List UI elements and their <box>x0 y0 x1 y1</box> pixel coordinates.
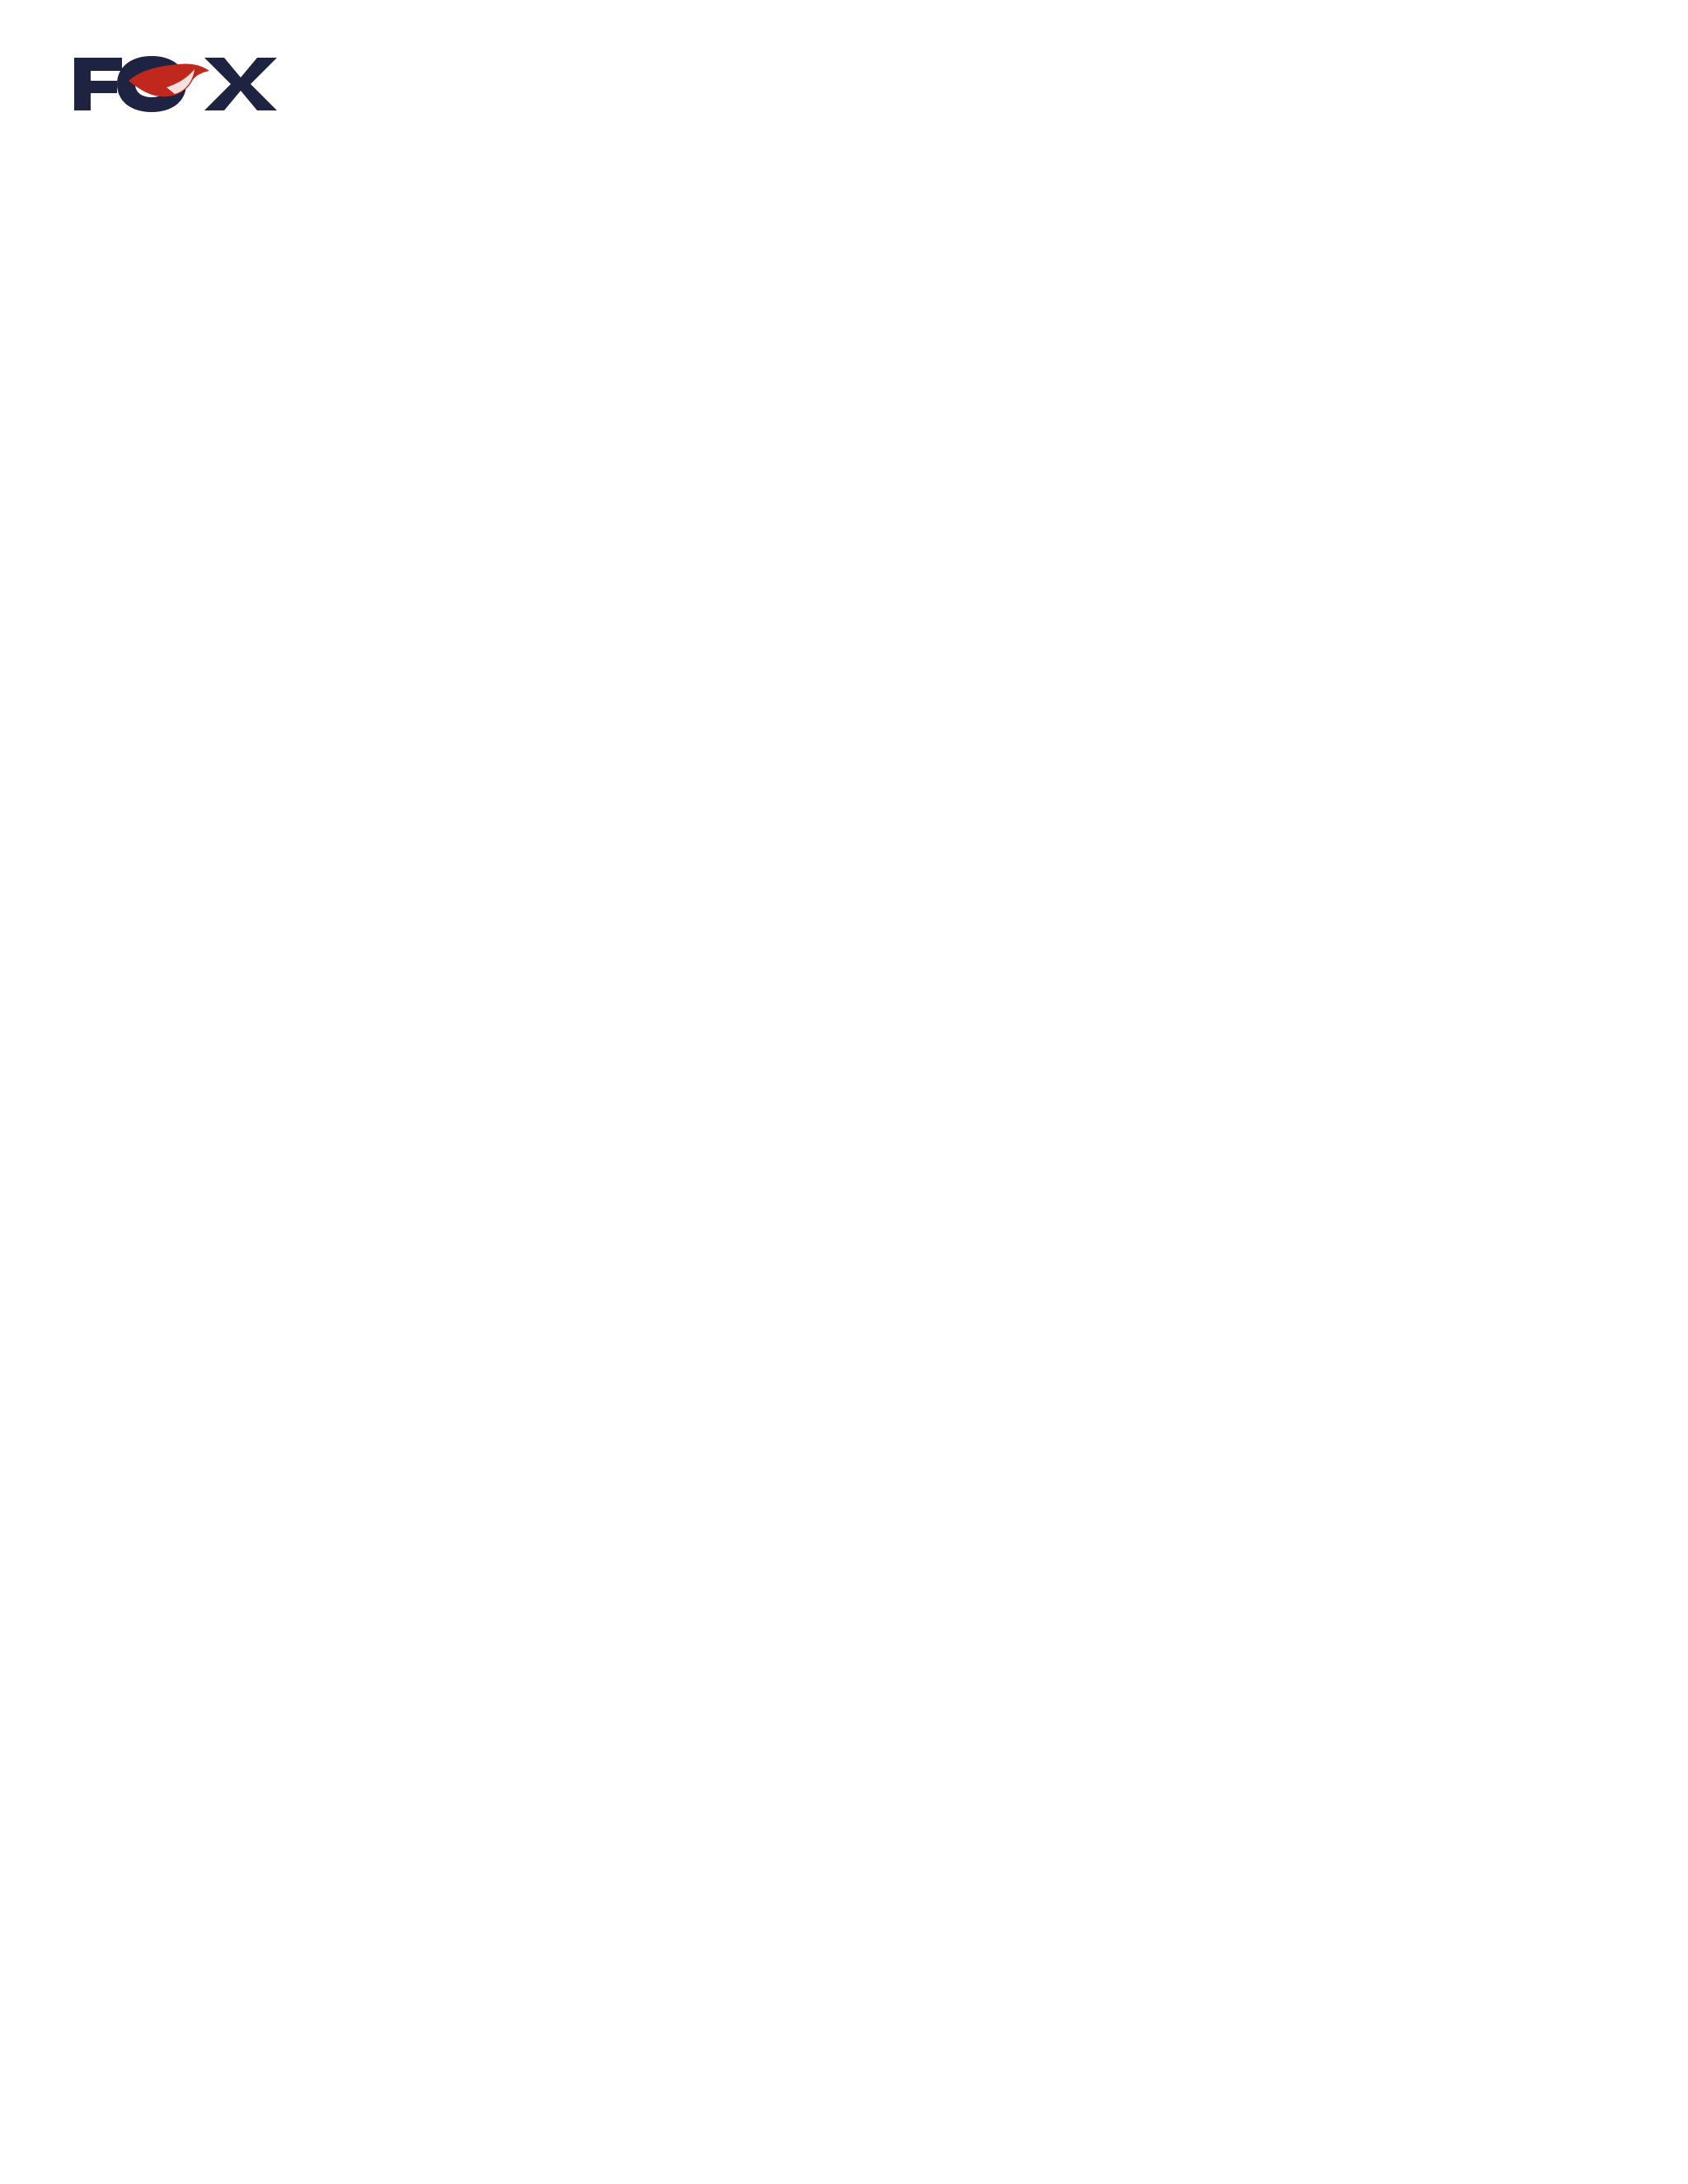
fox-logo-icon <box>69 51 284 117</box>
company-logo <box>69 51 284 150</box>
